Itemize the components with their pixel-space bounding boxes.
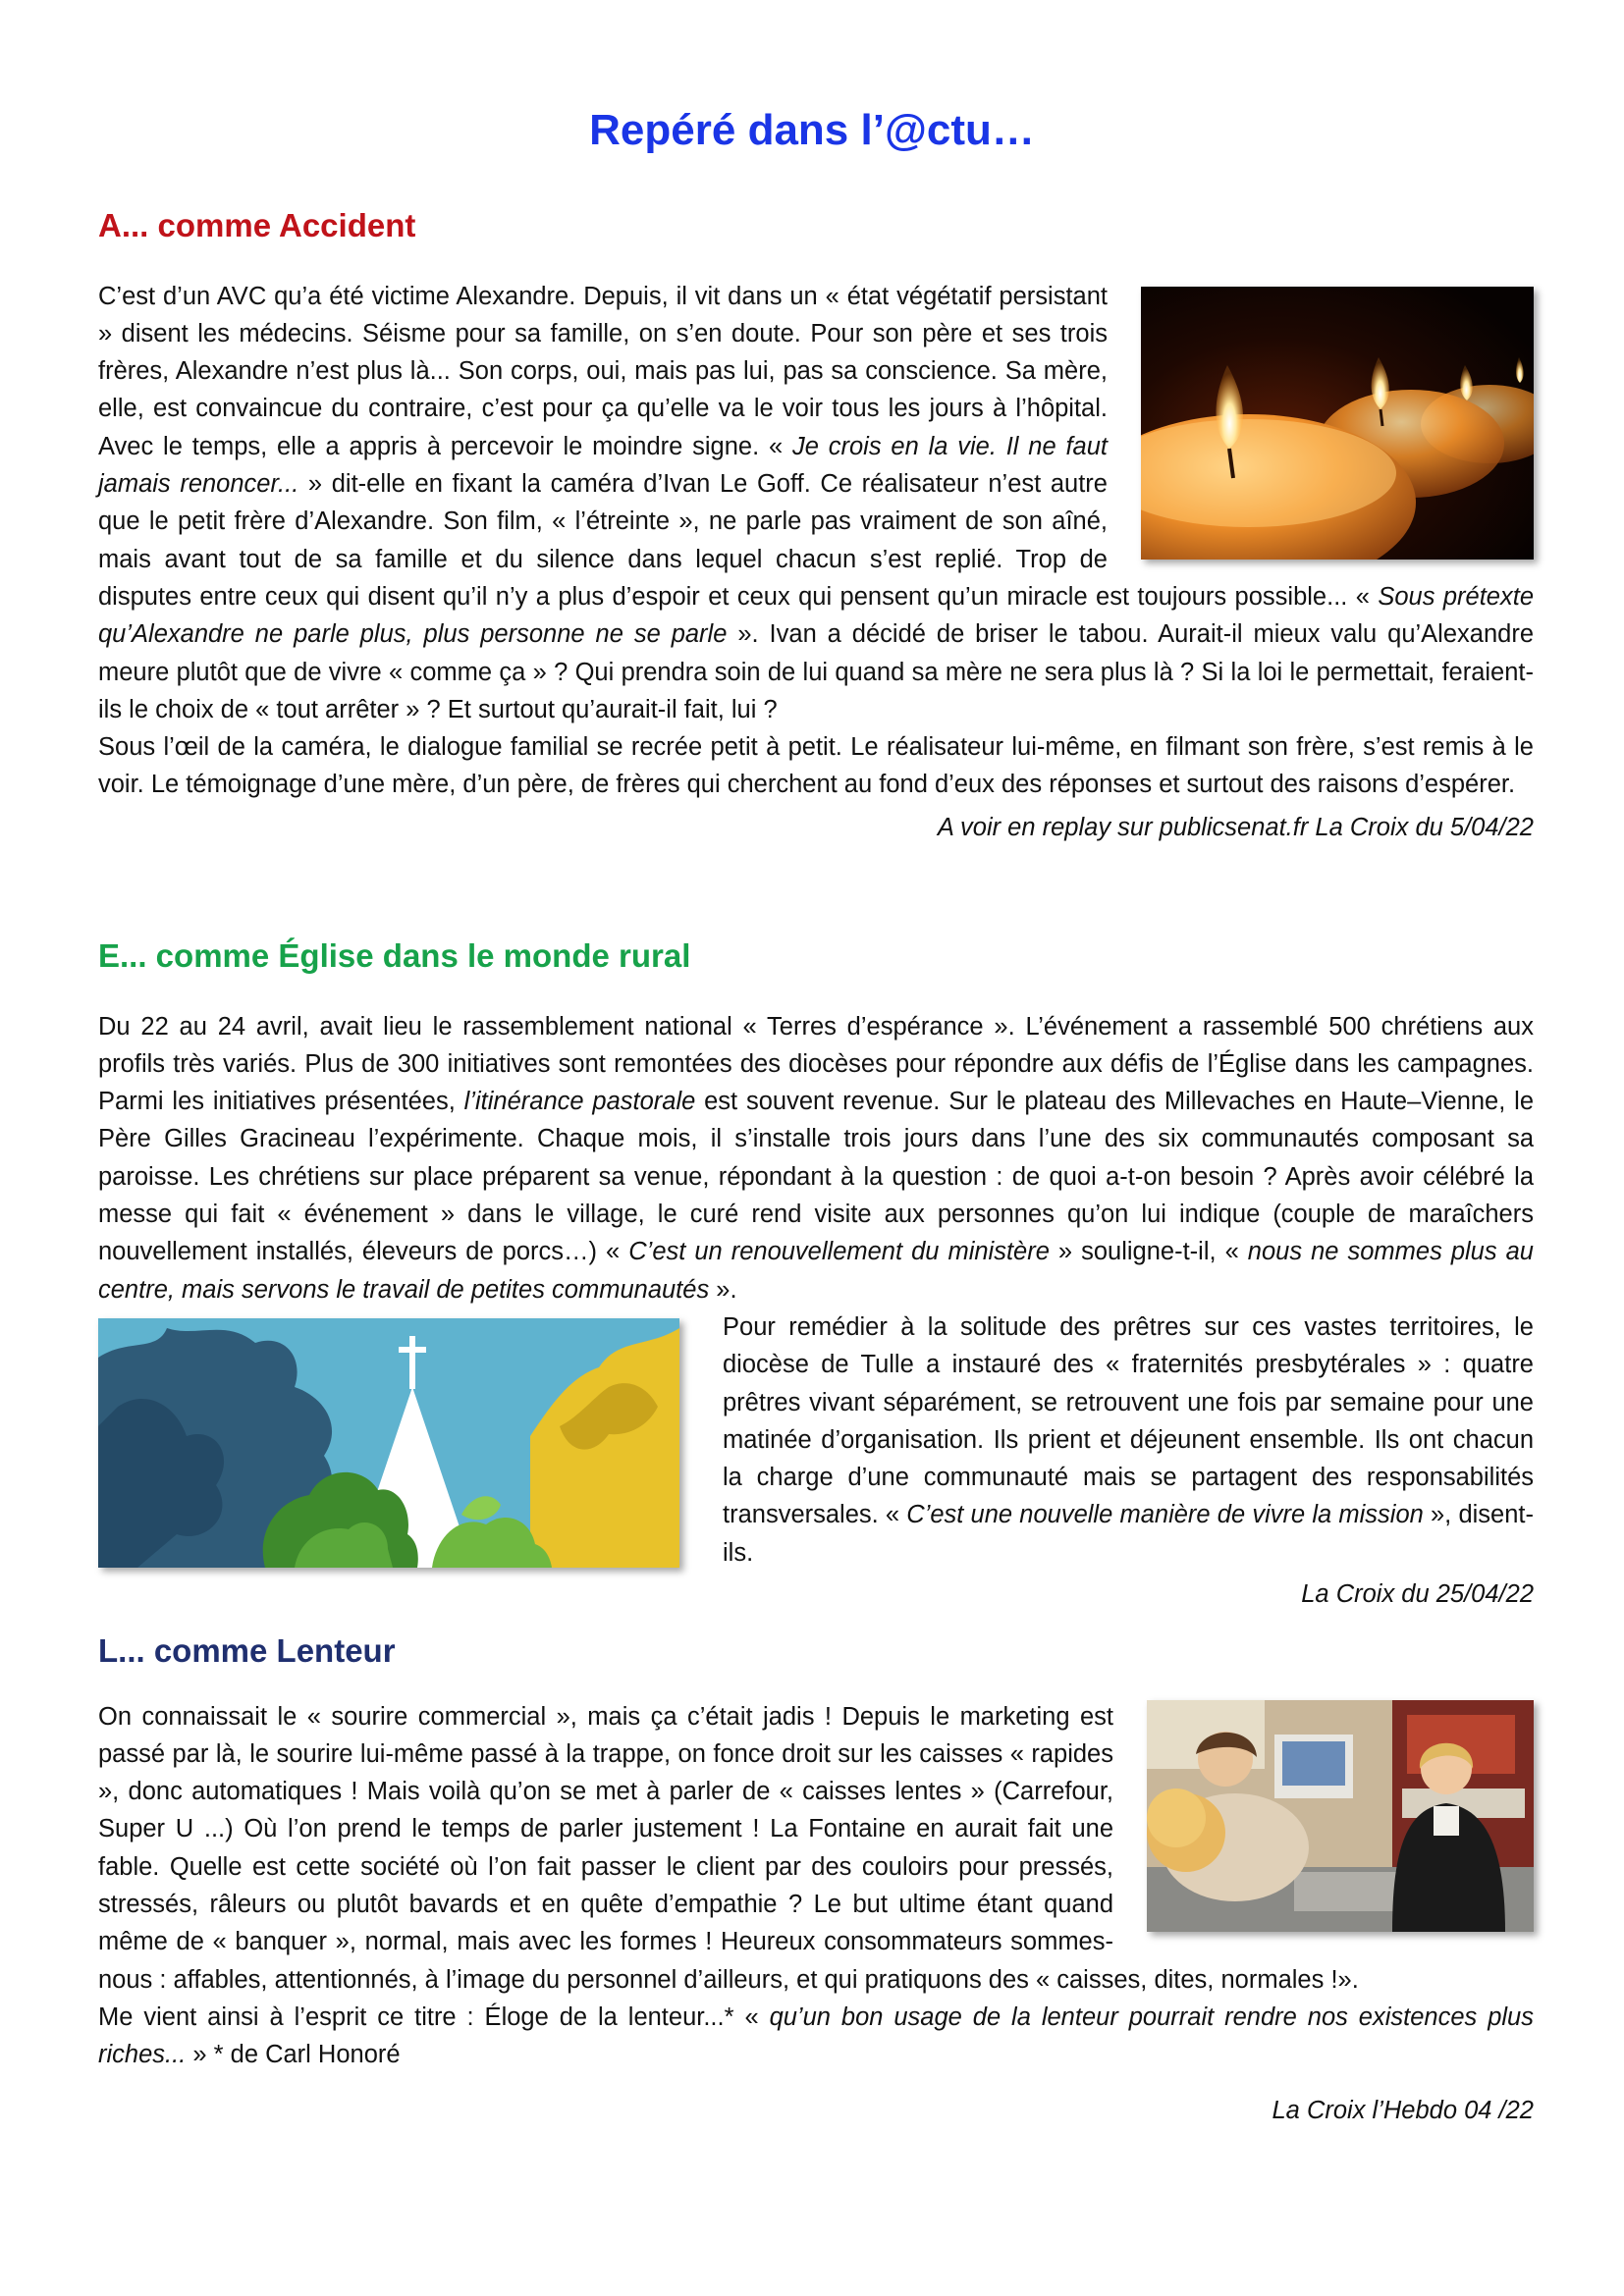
cashier-image xyxy=(1147,1700,1534,1932)
page-title: Repéré dans l’@ctu… xyxy=(589,106,1035,154)
text-run: est souvent revenue. Sur le plateau des Millevaches en Haute–Vienne, le Père Gilles Gracineau l’expérimente. Chaque mois, il s’installe trois jours dans l’une des six communautés composant sa paroisse. Les chrétiens sur place préparent sa venue, répondant à la question : de quoi a-t-on besoin ? Après avoir célébré la messe qui fait « événement » dans le village, le curé rend visite aux personnes qu’on lui indique (couple de maraîchers nouvellement installés, éleveurs de porcs…) « xyxy=(98,1088,1535,1266)
quote-text: C’est un renouvellement du ministère xyxy=(628,1238,1050,1266)
text-run: », disent-ils. xyxy=(723,1501,1534,1567)
article-source: A voir en replay sur publicsenat.fr La Croix du 5/04/22 xyxy=(937,813,1534,841)
quote-text: qu’un bon usage de la lenteur pourrait rendre nos existences plus riches... xyxy=(98,2002,1534,2069)
article-text xyxy=(98,1999,1534,2074)
text-run: C’est d’un AVC qu’a été victime Alexandre. Depuis, il vit dans un « état végétatif persistant » disent les médecins. Séisme pour sa famille, on s’en doute. Pour son père et ses trois frères, Alexandre n’est plus là... Son corps, oui, mais pas lui, pas sa conscience. Sa mère, elle, est convaincue du contraire, c’est pour ça qu’elle va le voir tous les jours à l’hôpital. Avec le temps, elle a appris à percevoir le moindre signe. « xyxy=(98,282,1108,460)
text-run: » souligne-t-il, « xyxy=(1049,1238,1248,1266)
candles-image xyxy=(1141,287,1534,560)
cashier-picture xyxy=(1147,1700,1534,1932)
article-source: La Croix du 25/04/22 xyxy=(1301,1579,1534,1608)
quote-text: C’est une nouvelle manière de vivre la mission xyxy=(906,1501,1424,1529)
candles-picture xyxy=(1141,287,1534,560)
text-run: On connaissait le « sourire commercial », mais ça c’était jadis ! Depuis le marketing est passé par là, le sourire lui-même passé à la trappe, on fonce droit sur les caisses « rapides », donc automatiques ! Mais voilà qu’on se met à parler de « caisses lentes » (Carrefour, Super U ...) Où l’on prend le temps de parler justement ! La Fontaine en aurait fait une fable. Quelle est cette société où l’on fait passer le client par des couloirs pour pressés, stressés, râleurs ou plutôt bavards et en quête d’empathie ? Le but ultime étant quand même de « banquer », normal, mais avec les formes ! Heureux consommateurs sommes-nous : affables, attentionnés, à l’image du personnel d’ailleurs, et qui pratiquons des « caisses, dites, normales !». xyxy=(98,1702,1359,1994)
section-heading: A... comme Accident xyxy=(98,207,416,243)
text-run: » dit-elle en fixant la caméra d’Ivan Le Goff. Ce réalisateur n’est autre que le petit frère d’Alexandre. Son film, « l’étreinte », ne parle pas vraiment de son aîné, mais avant tout de sa famille et du silence dans lequel chacun s’est replié. Trop de disputes entre ceux qui disent qu’il n’y a plus d’espoir et ceux qui pensent qu’un miracle est toujours possible... « xyxy=(98,470,1379,611)
church-image xyxy=(98,1318,679,1568)
church-picture xyxy=(98,1318,679,1568)
quote-text: Sous prétexte qu’Alexandre ne parle plus, plus personne ne se parle xyxy=(98,582,1534,649)
article-text xyxy=(98,1008,1534,1308)
article-source: La Croix l’Hebdo 04 /22 xyxy=(1272,2096,1534,2124)
article-text xyxy=(98,728,1534,804)
section-eglise xyxy=(98,936,1534,1613)
text-run: Sous l’œil de la caméra, le dialogue familial se recrée petit à petit. Le réalisateur lui-même, en filmant son frère, s’est remis à le voir. Le témoignage d’une mère, d’un père, de frères qui cherchent au fond d’eux des réponses et surtout des raisons d’espérer. xyxy=(98,733,1534,799)
quote-text: Je crois en la vie. Il ne faut jamais renoncer... xyxy=(98,432,1108,499)
section-heading: L... comme Lenteur xyxy=(98,1632,396,1669)
section-heading: E... comme Église dans le monde rural xyxy=(98,937,691,974)
text-run: Pour remédier à la solitude des prêtres sur ces vastes territoires, le diocèse de Tulle a instauré des « fraternités presbytérales » : quatre prêtres vivant séparément, se retrouvent une fois par semaine pour une matinée d’organisation. Ils prient et déjeunent ensemble. Ils ont chacun la charge d’une communauté mais se partagent des responsabilités transversales. « xyxy=(723,1312,1534,1529)
text-run: Du 22 au 24 avril, avait lieu le rassemblement national « Terres d’espérance ». L’événement a rassemblé 500 chrétiens aux profils très variés. Plus de 300 initiatives sont remontées des diocèses pour répondre aux défis de l’Église dans les campagnes. Parmi les initiatives présentées, xyxy=(98,1012,1534,1116)
quote-text: nous ne sommes plus au centre, mais servons le travail de petites communautés xyxy=(98,1238,1534,1304)
text-run: » * de Carl Honoré xyxy=(186,2041,401,2069)
quote-text: l’itinérance pastorale xyxy=(463,1088,696,1116)
text-run: ». Ivan a décidé de briser le tabou. Aurait-il mieux valu qu’Alexandre meure plutôt que de vivre « comme ça » ? Qui prendra soin de lui quand sa mère ne sera plus là ? Si la loi le permettait, feraient-ils le choix de « tout arrêter » ? Et surtout qu’aurait-il fait, lui ? xyxy=(98,620,1535,723)
text-run: Me vient ainsi à l’esprit ce titre : Éloge de la lenteur...* « xyxy=(98,2002,770,2031)
text-run: ». xyxy=(709,1275,737,1304)
section-accident xyxy=(98,206,1534,846)
section-lenteur xyxy=(98,1631,1534,2129)
